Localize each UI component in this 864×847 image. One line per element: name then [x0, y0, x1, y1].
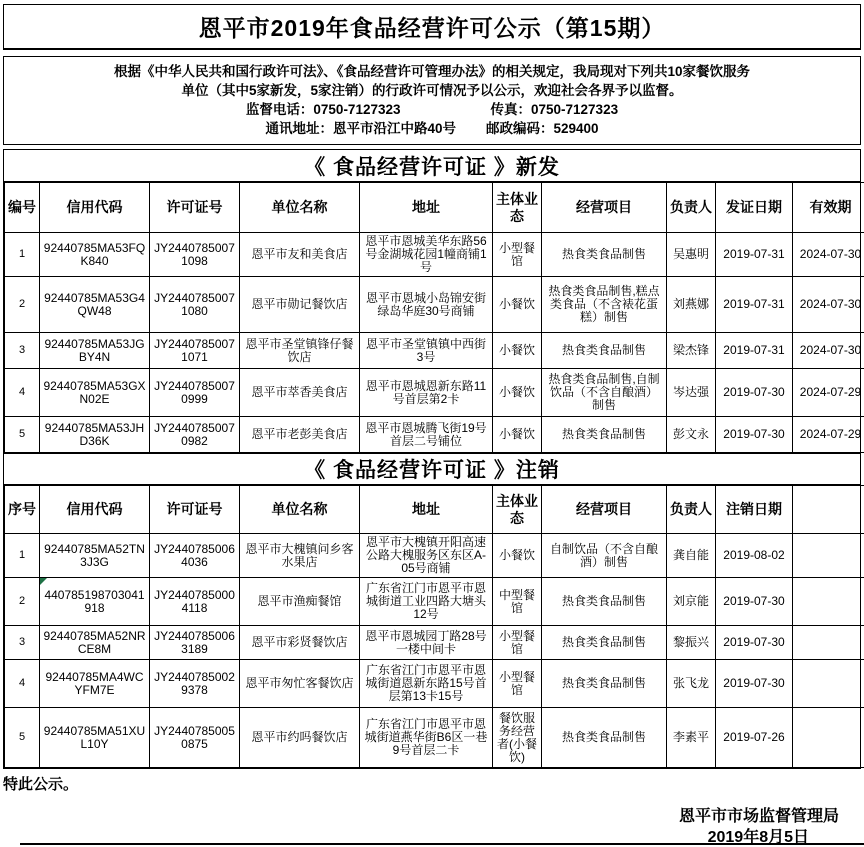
row-no-cell: 4 [5, 369, 40, 417]
date-cell: 2019-08-02 [716, 534, 793, 578]
cancelled-licenses-table [4, 485, 864, 768]
license-no-cell: JY24407850029378 [150, 660, 240, 708]
business-items-cell: 热食类食品制售,糕点类食品（不含裱花蛋糕）制售 [542, 277, 667, 333]
col-header-validity [793, 486, 864, 534]
business-items-cell: 热食类食品制售 [542, 660, 667, 708]
col-header-license-no: 许可证号 [150, 183, 240, 233]
license-no-cell: JY24407850070982 [150, 417, 240, 453]
credit-code-cell: 440785198703041918 [40, 578, 150, 626]
business-type-cell: 小型餐馆 [493, 660, 542, 708]
table-row [5, 534, 864, 578]
date-cell: 2019-07-26 [716, 708, 793, 768]
person-in-charge-cell: 张飞龙 [667, 660, 716, 708]
business-type-cell: 小餐饮 [493, 277, 542, 333]
table-row [5, 333, 864, 369]
col-header-unit-name: 单位名称 [240, 183, 360, 233]
contact-row-address-postcode [14, 119, 850, 138]
credit-code-cell: 92440785MA53JHD36K [40, 417, 150, 453]
col-header-validity: 有效期 [793, 183, 864, 233]
row-no-cell: 2 [5, 277, 40, 333]
col-header-business-items: 经营项目 [542, 486, 667, 534]
date-cell: 2019-07-30 [716, 578, 793, 626]
validity-cell: 2024-07-29 [793, 369, 864, 417]
business-items-cell: 热食类食品制售 [542, 417, 667, 453]
mailing-address: 通讯地址：恩平市沿江中路40号 [265, 121, 456, 136]
bottom-rule [20, 843, 864, 845]
col-header-address: 地址 [360, 183, 493, 233]
business-type-cell: 小餐饮 [493, 417, 542, 453]
section-title-cancelled-licenses: 《 食品经营许可证 》注销 [4, 453, 860, 485]
issuing-authority: 恩平市市场监督管理局 [678, 808, 839, 825]
business-type-cell: 中型餐馆 [493, 578, 542, 626]
table-row [5, 660, 864, 708]
address-cell: 广东省江门市恩平市恩城街道恩新东路15号首层第13卡15号 [360, 660, 493, 708]
person-in-charge-cell: 吴惠明 [667, 233, 716, 277]
address-cell: 广东省江门市恩平市恩城街道工业四路大塘头12号 [360, 578, 493, 626]
footer-signature [3, 806, 861, 847]
col-header-date: 发证日期 [716, 183, 793, 233]
table-row [5, 417, 864, 453]
credit-code-cell: 92440785MA53JGBY4N [40, 333, 150, 369]
table-row [5, 277, 864, 333]
validity-cell [793, 626, 864, 660]
title-box [3, 4, 861, 50]
person-in-charge-cell: 岑达强 [667, 369, 716, 417]
table-row [5, 708, 864, 768]
row-no-cell: 5 [5, 708, 40, 768]
row-no-cell: 3 [5, 626, 40, 660]
credit-code-cell: 92440785MA53FQK840 [40, 233, 150, 277]
person-in-charge-cell: 彭文永 [667, 417, 716, 453]
unit-name-cell: 恩平市圣堂镇锋仔餐饮店 [240, 333, 360, 369]
row-no-cell: 4 [5, 660, 40, 708]
contact-row-phone-fax [14, 100, 850, 119]
date-cell: 2019-07-31 [716, 277, 793, 333]
validity-cell: 2024-07-30 [793, 233, 864, 277]
business-items-cell: 热食类食品制售 [542, 626, 667, 660]
license-no-cell: JY24407850063189 [150, 626, 240, 660]
person-in-charge-cell: 梁杰锋 [667, 333, 716, 369]
table-row [5, 369, 864, 417]
validity-cell [793, 660, 864, 708]
business-items-cell: 热食类食品制售 [542, 708, 667, 768]
col-header-business-type: 主体业态 [493, 486, 542, 534]
business-type-cell: 小型餐馆 [493, 233, 542, 277]
excel-error-marker-icon [40, 578, 47, 585]
col-header-credit-code: 信用代码 [40, 486, 150, 534]
section-title-new-licenses: 《 食品经营许可证 》新发 [4, 150, 860, 182]
business-type-cell: 小餐饮 [493, 534, 542, 578]
credit-code-cell: 92440785MA53G4QW48 [40, 277, 150, 333]
validity-cell: 2024-07-29 [793, 417, 864, 453]
business-type-cell: 小餐饮 [493, 333, 542, 369]
row-no-cell: 2 [5, 578, 40, 626]
row-no-cell: 3 [5, 333, 40, 369]
unit-name-cell: 恩平市约吗餐饮店 [240, 708, 360, 768]
issue-date: 2019年8月5日 [707, 829, 809, 846]
col-header-row-no: 序号 [5, 486, 40, 534]
intro-line-1: 根据《中华人民共和国行政许可法》、《食品经营许可管理办法》的相关规定，我局现对下列共10家餐饮服务 [113, 64, 750, 79]
unit-name-cell: 恩平市彩贤餐饮店 [240, 626, 360, 660]
row-no-cell: 1 [5, 233, 40, 277]
credit-code-cell: 92440785MA51XUL10Y [40, 708, 150, 768]
unit-name-cell: 恩平市萃香美食店 [240, 369, 360, 417]
business-items-cell: 热食类食品制售,自制饮品（不含自酿酒）制售 [542, 369, 667, 417]
address-cell: 恩平市恩城美华东路56号金湖城花园1幢商铺1号 [360, 233, 493, 277]
business-items-cell: 自制饮品（不含自酿酒）制售 [542, 534, 667, 578]
col-header-license-no: 许可证号 [150, 486, 240, 534]
col-header-credit-code: 信用代码 [40, 183, 150, 233]
license-no-cell: JY24407850050875 [150, 708, 240, 768]
address-cell: 广东省江门市恩平市恩城街道燕华街B6区一巷9号首层二卡 [360, 708, 493, 768]
page-title: 恩平市2019年食品经营许可公示（第15期） [198, 15, 666, 41]
col-header-business-type: 主体业态 [493, 183, 542, 233]
person-in-charge-cell: 黎振兴 [667, 626, 716, 660]
col-header-unit-name: 单位名称 [240, 486, 360, 534]
col-header-date: 注销日期 [716, 486, 793, 534]
business-type-cell: 餐饮服务经营者(小餐饮) [493, 708, 542, 768]
license-no-cell: JY24407850071080 [150, 277, 240, 333]
col-header-row-no: 编号 [5, 183, 40, 233]
unit-name-cell: 恩平市勋记餐饮店 [240, 277, 360, 333]
license-no-cell: JY24407850070999 [150, 369, 240, 417]
date-cell: 2019-07-30 [716, 417, 793, 453]
credit-code-cell: 92440785MA4WCYFM7E [40, 660, 150, 708]
validity-cell [793, 534, 864, 578]
validity-cell: 2024-07-30 [793, 333, 864, 369]
person-in-charge-cell: 刘燕娜 [667, 277, 716, 333]
supervision-phone: 监督电话：0750-7127323 [245, 102, 401, 117]
address-cell: 恩平市大槐镇开阳高速公路大槐服务区东区A-05号商铺 [360, 534, 493, 578]
credit-code-cell: 92440785MA52NRCE8M [40, 626, 150, 660]
license-no-cell: JY24407850004118 [150, 578, 240, 626]
person-in-charge-cell: 李素平 [667, 708, 716, 768]
intro-line-2: 单位（其中5家新发，5家注销）的行政许可情况予以公示，欢迎社会各界予以监督。 [181, 83, 683, 98]
postal-code: 邮政编码：529400 [485, 121, 599, 136]
row-no-cell: 1 [5, 534, 40, 578]
validity-cell [793, 708, 864, 768]
unit-name-cell: 恩平市渔痴餐馆 [240, 578, 360, 626]
address-cell: 恩平市恩城腾飞街19号首层二号铺位 [360, 417, 493, 453]
validity-cell [793, 578, 864, 626]
license-no-cell: JY24407850071071 [150, 333, 240, 369]
address-cell: 恩平市恩城恩新东路11号首层第2卡 [360, 369, 493, 417]
address-cell: 恩平市恩城园丁路28号一楼中间卡 [360, 626, 493, 660]
person-in-charge-cell: 龚自能 [667, 534, 716, 578]
person-in-charge-cell: 刘京能 [667, 578, 716, 626]
credit-code-cell: 92440785MA53GXN02E [40, 369, 150, 417]
business-type-cell: 小型餐馆 [493, 626, 542, 660]
date-cell: 2019-07-31 [716, 233, 793, 277]
new-licenses-table [4, 182, 864, 453]
date-cell: 2019-07-31 [716, 333, 793, 369]
business-items-cell: 热食类食品制售 [542, 233, 667, 277]
table-row [5, 233, 864, 277]
unit-name-cell: 恩平市友和美食店 [240, 233, 360, 277]
unit-name-cell: 恩平市匆忙客餐饮店 [240, 660, 360, 708]
address-cell: 恩平市恩城小岛锦安街绿岛华庭30号商铺 [360, 277, 493, 333]
business-type-cell: 小餐饮 [493, 369, 542, 417]
col-header-person-in-charge: 负责人 [667, 486, 716, 534]
fax-number: 传真：0750-7127323 [490, 102, 619, 117]
row-no-cell: 5 [5, 417, 40, 453]
unit-name-cell: 恩平市老彭美食店 [240, 417, 360, 453]
unit-name-cell: 恩平市大槐镇问乡客水果店 [240, 534, 360, 578]
intro-box [3, 56, 861, 145]
license-no-cell: JY24407850071098 [150, 233, 240, 277]
footer [3, 773, 861, 847]
col-header-address: 地址 [360, 486, 493, 534]
address-cell: 恩平市圣堂镇镇中西街3号 [360, 333, 493, 369]
col-header-business-items: 经营项目 [542, 183, 667, 233]
credit-code-cell: 92440785MA52TN3J3G [40, 534, 150, 578]
business-items-cell: 热食类食品制售 [542, 578, 667, 626]
col-header-person-in-charge: 负责人 [667, 183, 716, 233]
business-items-cell: 热食类食品制售 [542, 333, 667, 369]
license-no-cell: JY24407850064036 [150, 534, 240, 578]
date-cell: 2019-07-30 [716, 660, 793, 708]
table-row [5, 626, 864, 660]
date-cell: 2019-07-30 [716, 369, 793, 417]
footer-note: 特此公示。 [3, 776, 79, 793]
license-tables-frame [3, 149, 861, 769]
table-row [5, 578, 864, 626]
validity-cell: 2024-07-30 [793, 277, 864, 333]
date-cell: 2019-07-30 [716, 626, 793, 660]
